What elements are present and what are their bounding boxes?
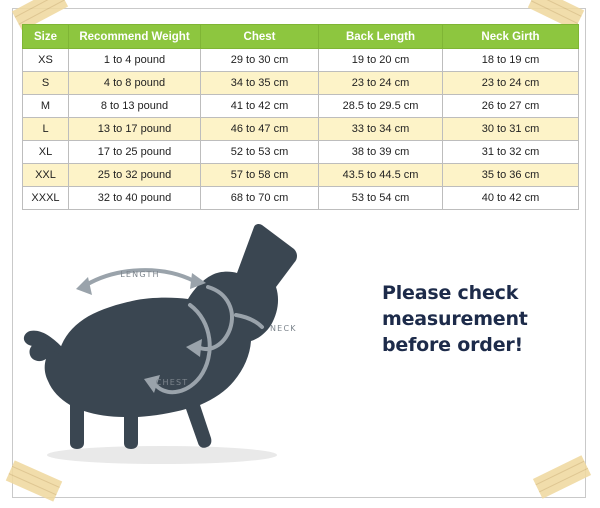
cell-back: 19 to 20 cm [319, 49, 443, 72]
column-header-back-length: Back Length [319, 25, 443, 49]
cell-weight: 8 to 13 pound [69, 95, 201, 118]
cell-back: 33 to 34 cm [319, 118, 443, 141]
cell-chest: 29 to 30 cm [201, 49, 319, 72]
cell-chest: 52 to 53 cm [201, 141, 319, 164]
column-header-weight: Recommend Weight [69, 25, 201, 49]
cell-back: 28.5 to 29.5 cm [319, 95, 443, 118]
cell-size: XS [23, 49, 69, 72]
column-header-chest: Chest [201, 25, 319, 49]
message-line-2: measurement [382, 308, 528, 330]
cell-neck: 23 to 24 cm [443, 72, 579, 95]
cell-chest: 46 to 47 cm [201, 118, 319, 141]
cell-weight: 1 to 4 pound [69, 49, 201, 72]
cell-neck: 30 to 31 cm [443, 118, 579, 141]
table-row [23, 164, 579, 187]
cell-back: 23 to 24 cm [319, 72, 443, 95]
cell-chest: 57 to 58 cm [201, 164, 319, 187]
cell-weight: 17 to 25 pound [69, 141, 201, 164]
dog-measurement-illustration [22, 215, 362, 485]
cell-neck: 18 to 19 cm [443, 49, 579, 72]
cell-weight: 13 to 17 pound [69, 118, 201, 141]
table-row [23, 187, 579, 210]
cell-size: XXXL [23, 187, 69, 210]
cell-chest: 34 to 35 cm [201, 72, 319, 95]
table-row [23, 141, 579, 164]
cell-neck: 31 to 32 cm [443, 141, 579, 164]
length-arrow-head-left [76, 277, 92, 295]
cell-size: S [23, 72, 69, 95]
ground-shadow [47, 446, 277, 464]
cell-neck: 26 to 27 cm [443, 95, 579, 118]
label-neck: NECK [270, 324, 297, 333]
cell-weight: 4 to 8 pound [69, 72, 201, 95]
table-row [23, 118, 579, 141]
cell-back: 53 to 54 cm [319, 187, 443, 210]
column-header-neck-girth: Neck Girth [443, 25, 579, 49]
table-row [23, 72, 579, 95]
message-line-1: Please check [382, 282, 519, 304]
label-length: LENGTH [120, 270, 160, 279]
cell-size: L [23, 118, 69, 141]
label-chest: CHEST [155, 378, 189, 387]
cell-back: 43.5 to 44.5 cm [319, 164, 443, 187]
cell-back: 38 to 39 cm [319, 141, 443, 164]
cell-chest: 68 to 70 cm [201, 187, 319, 210]
message-line-3: before order! [382, 334, 524, 356]
cell-neck: 40 to 42 cm [443, 187, 579, 210]
cell-size: XL [23, 141, 69, 164]
table-row [23, 49, 579, 72]
table-header-row [23, 25, 579, 49]
cell-weight: 25 to 32 pound [69, 164, 201, 187]
dog-silhouette [24, 224, 297, 449]
size-table-container [22, 24, 578, 210]
check-measurement-message [382, 280, 572, 358]
cell-size: M [23, 95, 69, 118]
cell-weight: 32 to 40 pound [69, 187, 201, 210]
cell-neck: 35 to 36 cm [443, 164, 579, 187]
column-header-size: Size [23, 25, 69, 49]
table-row [23, 95, 579, 118]
size-chart-table [22, 24, 579, 210]
cell-chest: 41 to 42 cm [201, 95, 319, 118]
cell-size: XXL [23, 164, 69, 187]
